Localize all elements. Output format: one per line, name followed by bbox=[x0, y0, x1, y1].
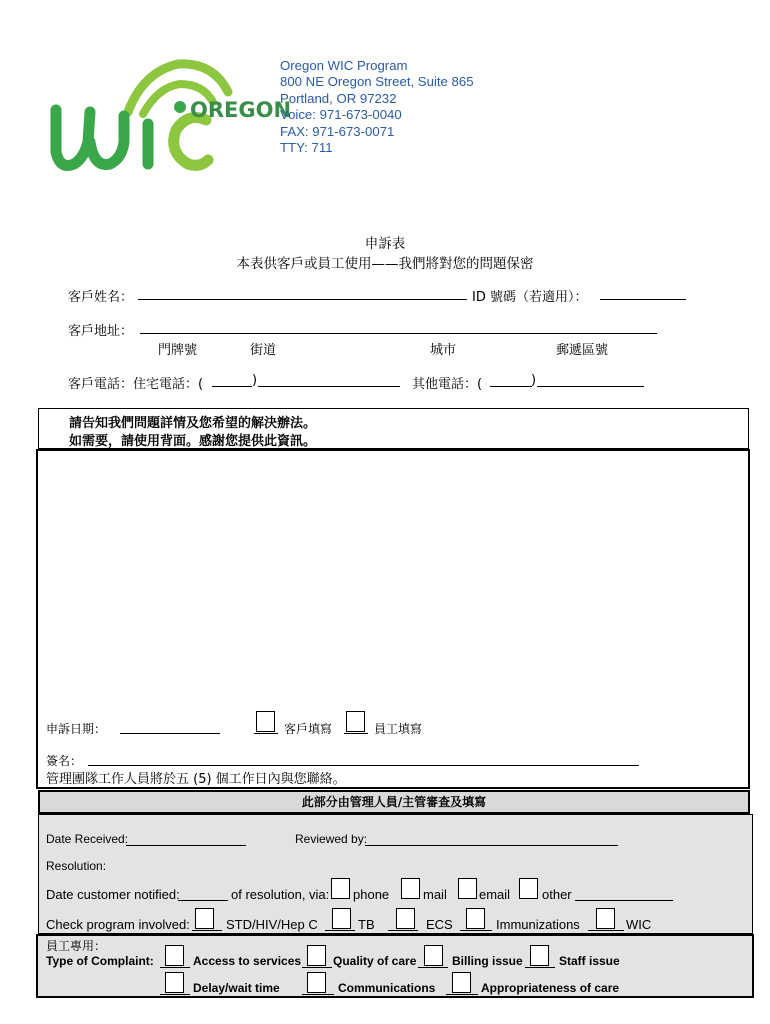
complaint-date-field[interactable] bbox=[120, 733, 220, 734]
other-phone-number-field[interactable] bbox=[537, 386, 644, 387]
reviewed-by-field[interactable] bbox=[365, 845, 618, 846]
appropriateness-checkbox[interactable] bbox=[452, 972, 471, 993]
delay-checkbox[interactable] bbox=[165, 972, 184, 993]
wic-oregon-logo bbox=[48, 52, 292, 177]
client-address-label: 客戶地址： bbox=[68, 324, 134, 339]
ecs-underline bbox=[388, 930, 418, 931]
id-number-label: ID 號碼（若適用）： bbox=[472, 290, 588, 305]
signature-field[interactable] bbox=[88, 765, 639, 766]
reviewed-by-label: Reviewed by: bbox=[295, 832, 368, 846]
staff-issue-label: Staff issue bbox=[559, 954, 620, 968]
program-name: Oregon WIC Program bbox=[280, 58, 408, 73]
ecs-checkbox[interactable] bbox=[396, 908, 415, 929]
email-checkbox[interactable] bbox=[458, 878, 477, 899]
instructions-box bbox=[38, 408, 749, 449]
tb-underline bbox=[325, 930, 355, 931]
appropriateness-underline bbox=[446, 994, 478, 995]
type-of-complaint-label: Type of Complaint: bbox=[46, 954, 154, 968]
tb-checkbox[interactable] bbox=[332, 908, 351, 929]
signature-label: 簽名： bbox=[46, 754, 83, 768]
other-label: other bbox=[542, 887, 572, 902]
staff-issue-underline bbox=[525, 967, 555, 968]
appropriateness-label: Appropriateness of care bbox=[481, 981, 620, 995]
quality-label: Quality of care bbox=[333, 954, 417, 968]
home-phone-label: 客戶電話：住宅電話：( bbox=[68, 377, 204, 392]
home-phone-area-field[interactable] bbox=[212, 386, 252, 387]
check-program-label: Check program involved: bbox=[46, 917, 190, 932]
client-name-label: 客戶姓名： bbox=[68, 290, 134, 305]
date-notified-label: Date customer notified: bbox=[46, 887, 180, 902]
street-caption: 街道 bbox=[250, 343, 277, 358]
other-phone-area-field[interactable] bbox=[490, 386, 532, 387]
wic-label: WIC bbox=[626, 917, 652, 932]
house-number-caption: 門牌號 bbox=[158, 343, 198, 358]
voice-number: Voice: 971-673-0040 bbox=[280, 107, 402, 123]
quality-underline bbox=[302, 967, 332, 968]
other-checkbox[interactable] bbox=[519, 878, 538, 899]
client-address-field[interactable] bbox=[140, 333, 657, 334]
city-state-zip: Portland, OR 97232 bbox=[280, 90, 397, 106]
std-label: STD/HIV/Hep C bbox=[226, 917, 318, 932]
mail-label: mail bbox=[423, 887, 447, 902]
date-notified-field[interactable] bbox=[178, 900, 228, 901]
city-caption: 城市 bbox=[430, 343, 457, 358]
instructions-line-1: 請告知我們問題詳情及您希望的解決辦法。 bbox=[69, 416, 317, 431]
std-underline bbox=[192, 930, 222, 931]
complaint-area bbox=[36, 449, 750, 789]
instructions-line-2: 如需要，請使用背面。感謝您提供此資訊。 bbox=[69, 434, 317, 449]
resolution-label: Resolution: bbox=[46, 859, 107, 873]
client-filled-label: 客戶填寫 bbox=[284, 722, 333, 736]
oregon-logo-text: OREGON bbox=[190, 98, 292, 122]
home-phone-number-field[interactable] bbox=[258, 386, 400, 387]
date-received-field[interactable] bbox=[126, 845, 246, 846]
tb-label: TB bbox=[358, 917, 375, 932]
immunizations-label: Immunizations bbox=[496, 917, 580, 932]
staff-only-label: 員工專用： bbox=[46, 939, 107, 953]
wic-underline bbox=[588, 930, 624, 931]
complaint-date-label: 申訴日期： bbox=[46, 722, 107, 736]
staff-filled-checkbox[interactable] bbox=[346, 711, 365, 732]
street-address: 800 NE Oregon Street, Suite 865 bbox=[280, 74, 474, 90]
tty-number: TTY: 711 bbox=[280, 140, 333, 156]
access-checkbox[interactable] bbox=[165, 945, 184, 966]
mail-checkbox[interactable] bbox=[401, 878, 420, 899]
form-title: 申訴表 bbox=[364, 236, 406, 252]
client-filled-underline bbox=[254, 733, 278, 734]
quality-checkbox[interactable] bbox=[307, 945, 326, 966]
program-address bbox=[280, 58, 474, 156]
staff-issue-checkbox[interactable] bbox=[530, 945, 549, 966]
other-field[interactable] bbox=[575, 900, 673, 901]
communications-checkbox[interactable] bbox=[307, 972, 326, 993]
client-name-field[interactable] bbox=[138, 299, 467, 300]
form-subtitle: 本表供客戶或員工使用——我們將對您的問題保密 bbox=[236, 256, 534, 272]
date-received-label: Date Received: bbox=[46, 832, 129, 846]
ecs-label: ECS bbox=[426, 917, 453, 932]
home-phone-close-paren: ) bbox=[252, 373, 258, 388]
staff-filled-underline bbox=[344, 733, 368, 734]
admin-section-header bbox=[38, 790, 750, 814]
communications-underline bbox=[302, 994, 334, 995]
delay-underline bbox=[160, 994, 190, 995]
access-label: Access to services bbox=[193, 954, 302, 968]
billing-checkbox[interactable] bbox=[424, 945, 443, 966]
billing-label: Billing issue bbox=[452, 954, 523, 968]
phone-label: phone bbox=[353, 887, 390, 902]
resolution-via-label: of resolution, via: bbox=[231, 887, 330, 902]
contact-note: 管理團隊工作人員將於五 (5) 個工作日內與您聯絡。 bbox=[46, 772, 346, 787]
email-label: email bbox=[479, 887, 511, 902]
other-phone-label: 其他電話：( bbox=[412, 377, 483, 392]
immunizations-underline bbox=[460, 930, 492, 931]
id-number-field[interactable] bbox=[600, 299, 686, 300]
staff-filled-label: 員工填寫 bbox=[374, 722, 423, 736]
wic-checkbox[interactable] bbox=[596, 908, 615, 929]
admin-header-text: 此部分由管理人員/主管審查及填寫 bbox=[301, 795, 487, 809]
immunizations-checkbox[interactable] bbox=[466, 908, 485, 929]
zip-caption: 郵遞區號 bbox=[556, 343, 609, 358]
access-underline bbox=[160, 967, 190, 968]
std-checkbox[interactable] bbox=[195, 908, 214, 929]
other-phone-close-paren: ) bbox=[531, 373, 537, 388]
billing-underline bbox=[418, 967, 448, 968]
fax-number: FAX: 971-673-0071 bbox=[280, 123, 395, 139]
delay-label: Delay/wait time bbox=[193, 981, 280, 995]
communications-label: Communications bbox=[338, 981, 436, 995]
complaint-text-area[interactable] bbox=[38, 451, 748, 701]
client-filled-checkbox[interactable] bbox=[256, 711, 275, 732]
phone-checkbox[interactable] bbox=[331, 878, 350, 899]
